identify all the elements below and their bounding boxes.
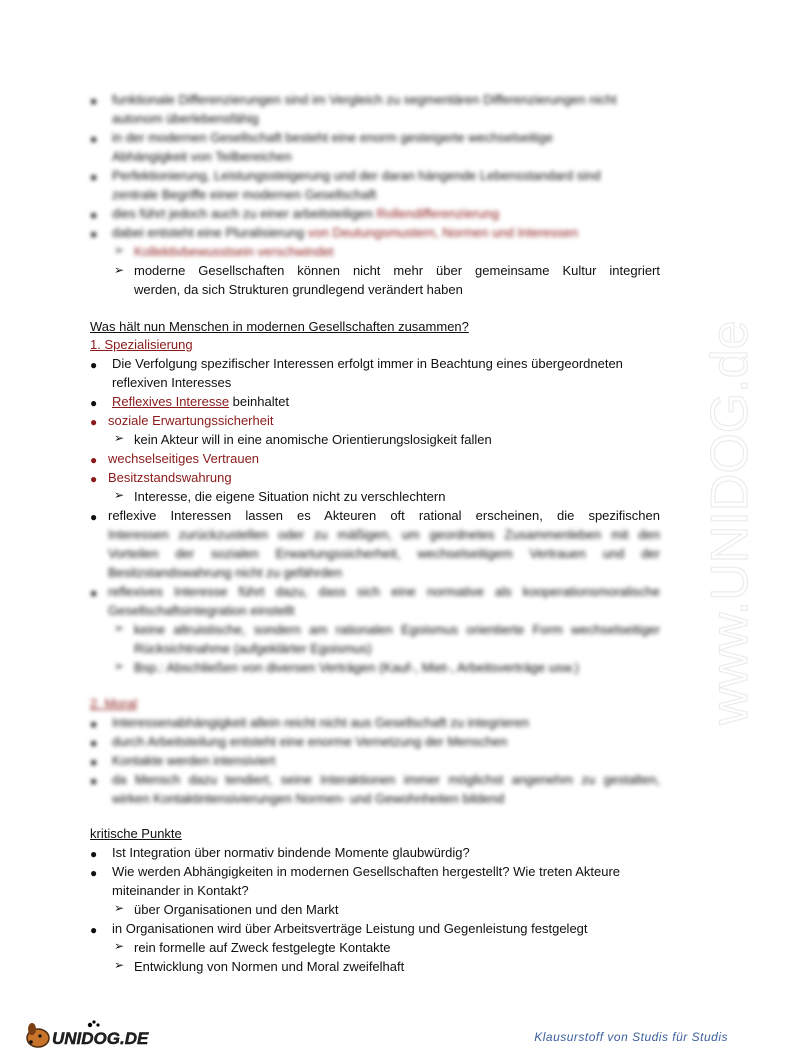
text-line: miteinander in Kontakt? <box>112 883 249 898</box>
text-line: wechselseitiges Vertrauen <box>108 451 260 466</box>
text-line: da Mensch dazu tendiert, seine Interaktionen immer möglichst angenehm zu gestalten, <box>112 772 660 787</box>
red-term: Rollendifferenzierung <box>376 206 500 221</box>
bullet: ● <box>90 472 98 486</box>
text-line: Die Verfolgung spezifischer Interessen erfolgt immer in Beachtung eines übergeordneten <box>112 356 623 371</box>
dog-icon <box>22 1012 182 1052</box>
bullet: ● <box>90 736 98 750</box>
text-line: keine altruistische, sondern am rationalen Egoismus orientierte Form wechselseitiger <box>134 622 660 637</box>
bullet: ● <box>90 866 98 880</box>
text-line: Kollektivbewusstsein verschwindet <box>134 244 334 259</box>
bullet: ● <box>90 717 98 731</box>
text-line: Vorteilen der sozialen Erwartungssicherheit, wechselseitigem Vertrauen und der <box>108 546 660 561</box>
section-heading-spezialisierung: 1. Spezialisierung <box>90 337 193 352</box>
arrow-bullet-icon: ➢ <box>114 958 125 972</box>
text-line <box>112 392 289 411</box>
bullet: ● <box>90 774 98 788</box>
bullet: ● <box>90 923 98 937</box>
arrow-bullet-icon: ➢ <box>114 488 125 502</box>
section-question: Was hält nun Menschen in modernen Gesellschaften zusammen? <box>90 319 469 334</box>
text-line: Perfektionierung, Leistungssteigerung und der daran hängende Lebensstandard sind <box>112 168 601 183</box>
footer-tagline: Klausurstoff von Studis für Studis <box>534 1030 728 1044</box>
arrow-bullet-icon: ➢ <box>114 939 125 953</box>
text-line: Rücksichtnahme (aufgeklärter Egoismus) <box>134 641 372 656</box>
watermark <box>612 280 812 730</box>
text-line: Interesse, die eigene Situation nicht zu verschlechtern <box>134 489 446 504</box>
bullet: ● <box>90 510 98 524</box>
logo-text: UNIDOG.DE <box>52 1029 149 1048</box>
text-line: Ist Integration über normativ bindende Momente glaubwürdig? <box>112 845 470 860</box>
text-line: Kontakte werden intensiviert <box>112 753 276 768</box>
text-line: Interessen zurückzustellen oder zu mäßigen, um geordnetes Zusammenleben mit den <box>108 527 660 542</box>
arrow-bullet-icon: ➢ <box>114 659 125 673</box>
section-heading-kritische-punkte: kritische Punkte <box>90 826 182 841</box>
unidog-logo <box>22 1012 182 1052</box>
text-line: Entwicklung von Normen und Moral zweifelhaft <box>134 959 405 974</box>
text-line: soziale Erwartungssicherheit <box>108 413 274 428</box>
text-line: durch Arbeitsteilung entsteht eine enorme Vernetzung der Menschen <box>112 734 508 749</box>
arrow-bullet-icon: ➢ <box>114 431 125 445</box>
text-line: autonom überlebensfähig <box>112 111 259 126</box>
bullet: ● <box>90 227 98 241</box>
text-line: Bsp.: Abschließen von diversen Verträgen (Kauf-, Miet-, Arbeitsverträge usw.) <box>134 660 580 675</box>
bullet: ● <box>90 755 98 769</box>
section-heading-moral: 2. Moral <box>90 696 137 711</box>
arrow-bullet-icon: ➢ <box>114 621 125 635</box>
bullet: ● <box>90 94 98 108</box>
bullet: ● <box>90 208 98 222</box>
text-line: Wie werden Abhängigkeiten in modernen Gesellschaften hergestellt? Wie treten Akteure <box>112 864 621 879</box>
bullet: ● <box>90 415 98 429</box>
bullet: ● <box>90 132 98 146</box>
watermark-text: www.UNIDOG.de <box>701 320 759 725</box>
text-line: zentrale Begriffe einer modernen Gesellschaft <box>112 187 377 202</box>
red-term: Reflexives Interesse <box>112 394 230 409</box>
text-line: funktionale Differenzierungen sind im Vergleich zu segmentären Differenzierungen nicht <box>112 92 617 107</box>
text-span: dies führt jedoch auch zu einer arbeitsteiligen <box>112 206 377 221</box>
text-line <box>112 204 499 223</box>
text-line: Abhängigkeit von Teilbereichen <box>112 149 292 164</box>
text-line: reflexives Interesse führt dazu, dass sich eine normative als kooperationsmoralische <box>108 584 660 599</box>
bullet: ● <box>90 358 98 372</box>
arrow-bullet-icon: ➢ <box>114 243 125 257</box>
text-line: werden, da sich Strukturen grundlegend verändert haben <box>134 282 463 297</box>
red-term: von Deutungsmustern, Normen und Interessen <box>307 225 579 240</box>
bullet: ● <box>90 586 98 600</box>
text-line: reflexive Interessen lassen es Akteuren oft rational erscheinen, die spezifischen <box>108 508 660 523</box>
bullet: ● <box>90 170 98 184</box>
text-line: reflexiven Interesses <box>112 375 232 390</box>
text-line: Besitzstandswahrung <box>108 470 232 485</box>
text-span: beinhaltet <box>229 394 290 409</box>
text-line: Interessenabhängigkeit allein reicht nicht aus Gesellschaft zu integrieren <box>112 715 529 730</box>
text-line: Besitzstandswahrung nicht zu gefährden <box>108 565 343 580</box>
bullet: ● <box>90 396 98 410</box>
text-line: in der modernen Gesellschaft besteht eine enorm gesteigerte wechselseitige <box>112 130 553 145</box>
text-line: rein formelle auf Zweck festgelegte Kontakte <box>134 940 391 955</box>
arrow-bullet-icon: ➢ <box>114 263 125 277</box>
text-span: dabei entsteht eine Pluralisierung <box>112 225 308 240</box>
text-line: kein Akteur will in eine anomische Orientierungslosigkeit fallen <box>134 432 492 447</box>
text-line: über Organisationen und den Markt <box>134 902 339 917</box>
text-line: moderne Gesellschaften können nicht mehr über gemeinsame Kultur integriert <box>134 263 660 278</box>
bullet: ● <box>90 453 98 467</box>
arrow-bullet-icon: ➢ <box>114 901 125 915</box>
text-line <box>112 223 578 242</box>
bullet: ● <box>90 847 98 861</box>
text-line: wirken Kontaktintensivierungen Normen- und Gewohnheiten bildend <box>112 791 505 806</box>
text-line: in Organisationen wird über Arbeitsverträge Leistung und Gegenleistung festgelegt <box>112 921 588 936</box>
text-line: Gesellschaftsintegration einstellt <box>108 603 295 618</box>
